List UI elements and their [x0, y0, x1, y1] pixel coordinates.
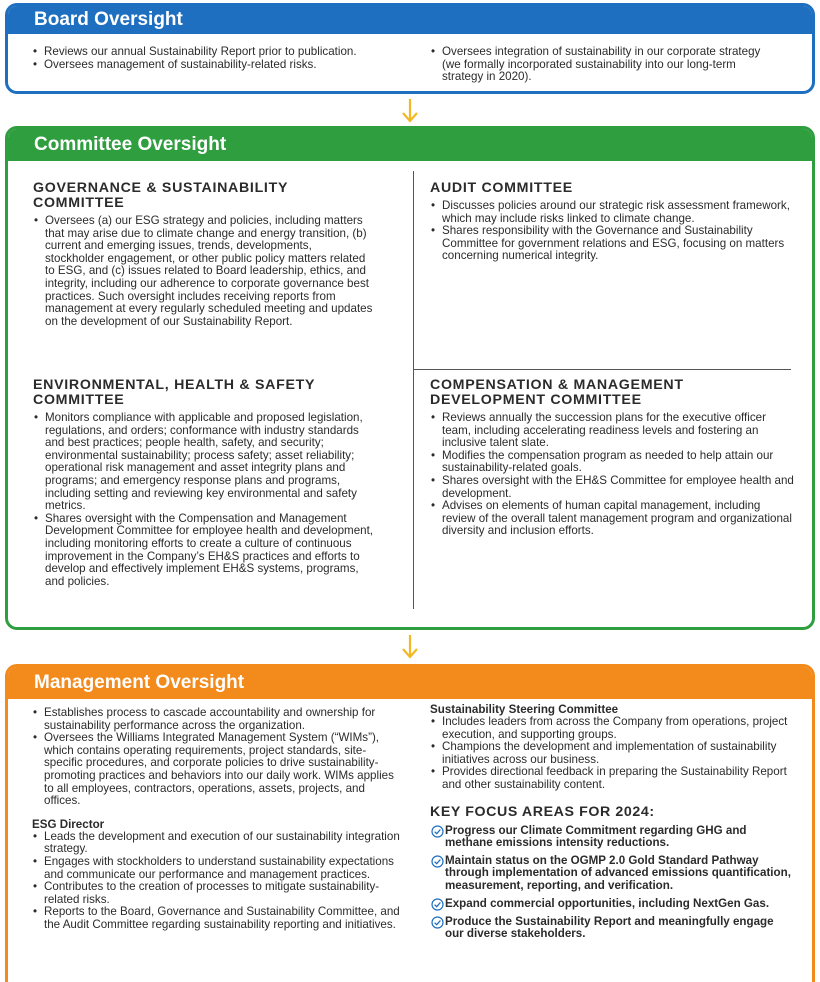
list-item: • Oversees the Williams Integrated Management System (“WIMs”), which contains operating requirements, project standards, site-specific procedures, and corporate policies to drive sustainability-promoting practices and behaviors into our daily work. WIMs applies to all employees, contractors, operations, assets, projects, and offices. [32, 732, 402, 808]
focus-item [430, 855, 795, 893]
row-divider [413, 369, 791, 370]
check-circle-icon [430, 898, 445, 911]
list-item: • Advises on elements of human capital management, including review of the overall talent management program and organizational diversity and inclusion efforts. [430, 500, 795, 538]
audit-committee-section [430, 181, 795, 263]
focus-item-text: Expand commercial opportunities, including NextGen Gas. [445, 896, 770, 910]
down-arrow-icon [400, 97, 420, 125]
committee-oversight-panel [5, 126, 815, 630]
board-oversight-panel [5, 3, 815, 94]
list-item: • Provides directional feedback in preparing the Sustainability Report and other sustainability content. [430, 766, 795, 791]
list-item: • Engages with stockholders to understand sustainability expectations and communicate our performance and management practices. [32, 856, 402, 881]
management-right-column [430, 703, 795, 946]
ehs-committee-title: ENVIRONMENTAL, HEALTH & SAFETY COMMITTEE [33, 377, 315, 408]
board-left-column [32, 46, 397, 71]
management-oversight-panel [5, 664, 815, 982]
check-circle-icon [430, 825, 445, 838]
list-item: • Monitors compliance with applicable and proposed legislation, regulations, and orders; conformance with industry standards and best practices; people health, safety, and security; environmental sustainability; process safety; asset reliability; operational risk management and asset integrity plans and programs; and emergency response plans and programs, including setting and reviewing key environmental and safety metrics. [33, 412, 378, 513]
list-item: • Shares oversight with the Compensation and Management Development Committee for employee health and development, including monitoring efforts to create a culture of continuous improvement in the Company’s EH&S practices and efforts to develop and effectively implement EH&S systems, programs, and policies. [33, 513, 378, 589]
focus-item-text: Progress our Climate Commitment regarding GHG and methane emissions intensity reductions. [445, 823, 747, 850]
list-item: • Reports to the Board, Governance and Sustainability Committee, and the Audit Committee regarding sustainability reporting and initiatives. [32, 906, 402, 931]
compensation-committee-title: COMPENSATION & MANAGEMENT DEVELOPMENT COMMITTEE [430, 377, 684, 408]
committee-oversight-header [8, 129, 812, 161]
list-item: • Discusses policies around our strategic risk assessment framework, which may include risks linked to climate change. [430, 200, 795, 225]
governance-committee-title: GOVERNANCE & SUSTAINABILITY COMMITTEE [33, 180, 288, 211]
check-circle-icon [430, 855, 445, 868]
compensation-committee-section [430, 378, 795, 538]
check-circle-icon [430, 916, 445, 929]
list-item: • Oversees (a) our ESG strategy and policies, including matters that may arise due to climate change and energy transition, (b) current and emerging issues, trends, developments, stockholder engagement, or other public policy matters related to ESG, and (c) issues related to Board leadership, ethics, and integrity, including our adherence to corporate governance best practices. Such oversight includes receiving reports from management at every regularly scheduled meeting and updates on the development of our Sustainability Report. [33, 215, 373, 328]
list-item: • Shares responsibility with the Governance and Sustainability Committee for government relations and ESG, focusing on matters concerning numerical integrity. [430, 225, 795, 263]
list-item: • Reviews annually the succession plans for the executive officer team, including accelerating readiness levels and fostering an inclusive talent slate. [430, 412, 795, 450]
management-left-column [32, 707, 402, 932]
list-item: • Champions the development and implementation of sustainability initiatives across our business. [430, 741, 795, 766]
down-arrow-icon [400, 633, 420, 661]
focus-item-text: Produce the Sustainability Report and meaningfully engage our diverse stakeholders. [445, 914, 774, 941]
list-item: • Reviews our annual Sustainability Report prior to publication. [32, 46, 397, 59]
management-oversight-title: Management Oversight [34, 672, 245, 693]
management-oversight-header [8, 667, 812, 699]
esg-director-title: ESG Director [32, 817, 105, 831]
board-oversight-title: Board Oversight [34, 9, 183, 30]
governance-committee-section [33, 181, 373, 328]
list-item: • Oversees integration of sustainability in our corporate strategy (we formally incorporated sustainability into our long-term strategy in 2020). [430, 46, 780, 84]
list-item: • Oversees management of sustainability-related risks. [32, 59, 397, 72]
board-oversight-header [8, 6, 812, 34]
board-right-column [430, 46, 780, 84]
focus-item [430, 916, 795, 941]
list-item: • Leads the development and execution of our sustainability integration strategy. [32, 831, 402, 856]
committee-oversight-title: Committee Oversight [34, 134, 227, 155]
list-item: • Shares oversight with the EH&S Committee for employee health and development. [430, 475, 795, 500]
focus-item [430, 898, 795, 911]
list-item: • Includes leaders from across the Company from operations, project execution, and supporting groups. [430, 716, 795, 741]
audit-committee-title: AUDIT COMMITTEE [430, 180, 573, 196]
ehs-committee-section [33, 378, 378, 588]
list-item: • Establishes process to cascade accountability and ownership for sustainability performance across the organization. [32, 707, 402, 732]
steering-committee-title: Sustainability Steering Committee [430, 703, 619, 716]
list-item: • Modifies the compensation program as needed to help attain our sustainability-related goals. [430, 450, 795, 475]
list-item: • Contributes to the creation of processes to mitigate sustainability-related risks. [32, 881, 402, 906]
focus-item [430, 825, 795, 850]
key-focus-title: KEY FOCUS AREAS FOR 2024: [430, 803, 655, 820]
column-divider [413, 171, 414, 609]
focus-item-text: Maintain status on the OGMP 2.0 Gold Standard Pathway through implementation of advanced emissions quantification, measurement, reporting, and verification. [445, 853, 791, 892]
